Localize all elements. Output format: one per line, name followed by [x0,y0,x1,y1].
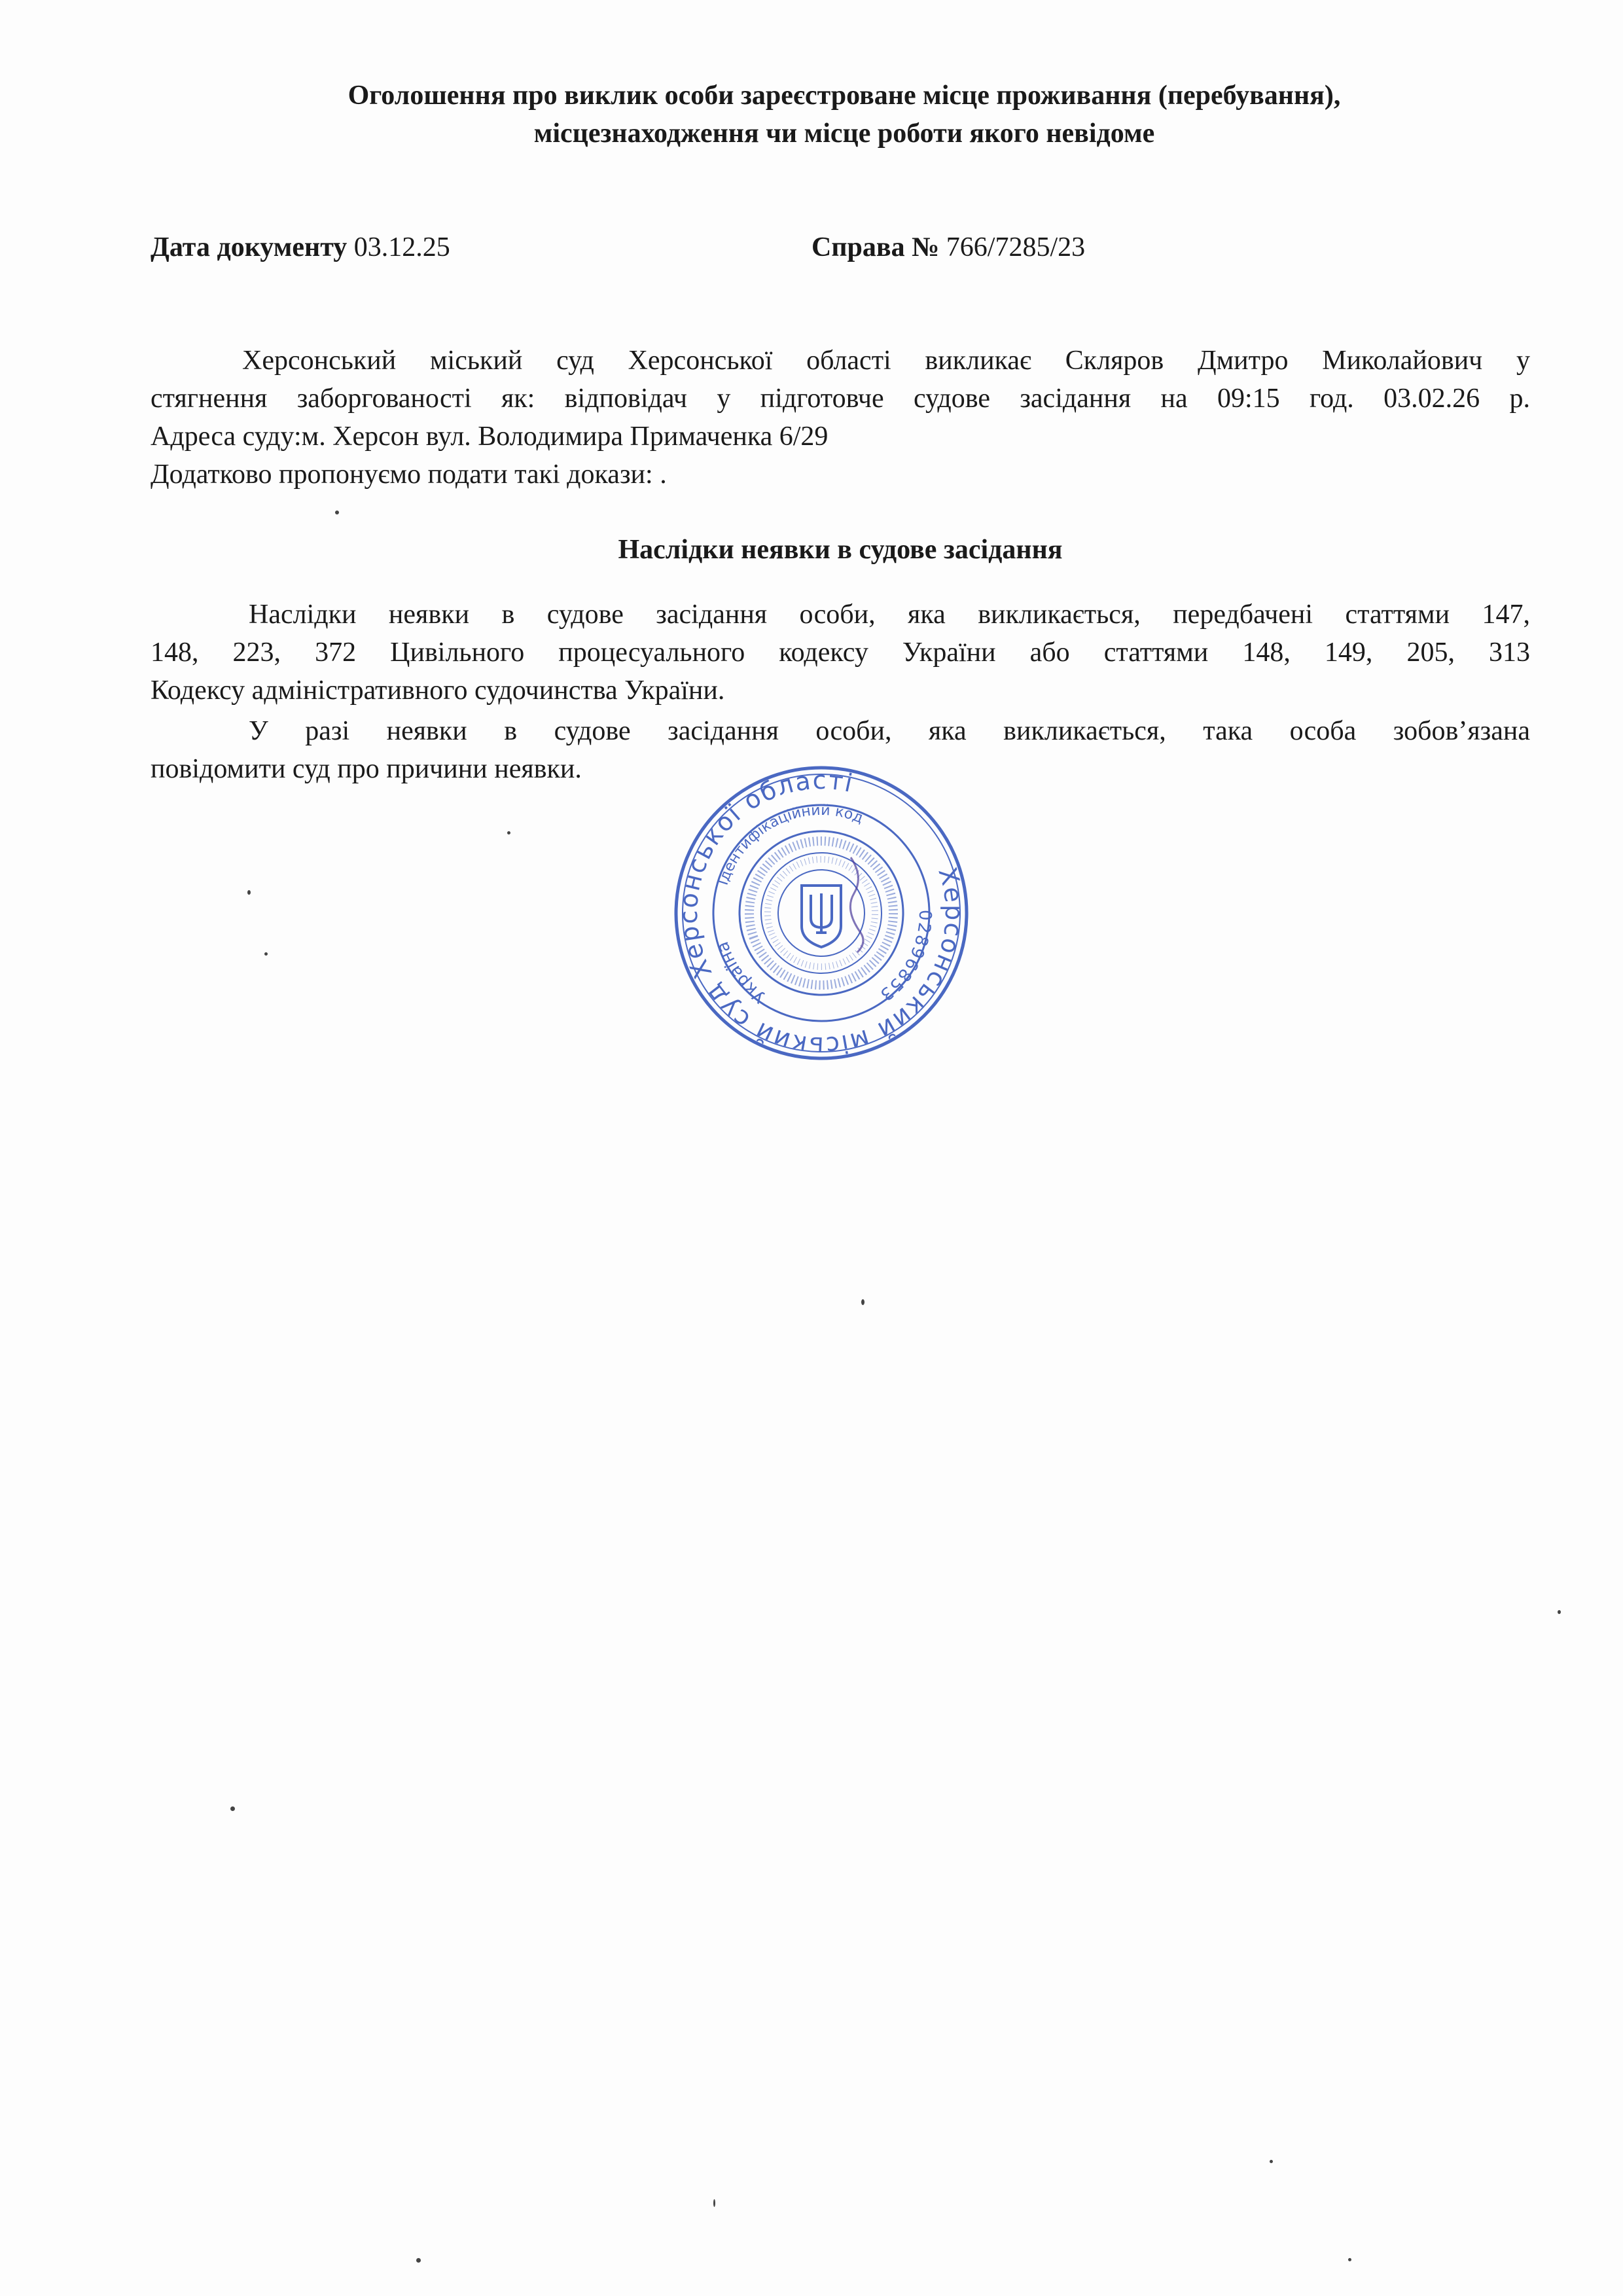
document-date [151,229,450,266]
evidence-request: Додатково пропонуємо подати такі докази: . [151,459,667,490]
scan-speck [713,2199,715,2207]
case-number-label: Справа № [812,232,940,262]
scan-speck [230,1806,235,1811]
case-number [812,229,1085,266]
scan-speck [335,511,339,514]
svg-text:Ідентифікаційний код: Ідентифікаційний код [715,802,866,888]
scan-speck [1348,2258,1351,2261]
notification-line-2: повідомити суд про причини неявки. [151,754,582,784]
svg-text:Україна: Україна [713,939,770,1007]
scan-speck [861,1299,865,1305]
court-seal-stamp [661,759,982,1067]
scan-speck [264,952,268,956]
document-date-label: Дата документу [151,232,348,262]
consequences-line-2: 148, 223, 372 Цивільного процесуального кодексу України або статтями 148, 149, 205, 313 [151,637,1530,668]
scan-speck [1558,1610,1561,1614]
scan-speck [507,831,510,834]
scan-speck [247,890,251,895]
court-address: Адреса суду:м. Херсон вул. Володимира Примаченка 6/29 [151,422,829,452]
consequences-line-1: Наслідки неявки в судове засідання особи, яка викликається, передбачені статтями 147, [249,600,1530,630]
notification-line-1: У разі неявки в судове засідання особи, яка викликається, така особа зобов’язана [249,716,1530,746]
summons-line-2: стягнення заборгованості як: відповідач у підготовче судове засідання на 09:15 год. 03.02.26 р. [151,384,1530,414]
svg-text:Херсонський міський суд Херсон: Херсонський міський суд Херсонської області [673,765,969,1061]
consequences-line-3: Кодексу адміністративного судочинства України. [151,675,725,706]
scan-speck [1270,2160,1273,2163]
scan-speck [416,2258,421,2263]
summons-line-1: Херсонський міський суд Херсонської області викликає Скляров Дмитро Миколайович у [242,346,1530,376]
document-title-line1: Оголошення про виклик особи зареєстроване місце проживання (перебування), [348,81,1341,111]
document-date-value: 03.12.25 [353,232,450,262]
section-heading: Наслідки неявки в судове засідання [618,535,1063,565]
case-number-value: 766/7285/23 [946,232,1086,262]
document-title-line2: місцезнаходження чи місце роботи якого невідоме [533,118,1155,149]
svg-text:02896853: 02896853 [875,909,935,1005]
